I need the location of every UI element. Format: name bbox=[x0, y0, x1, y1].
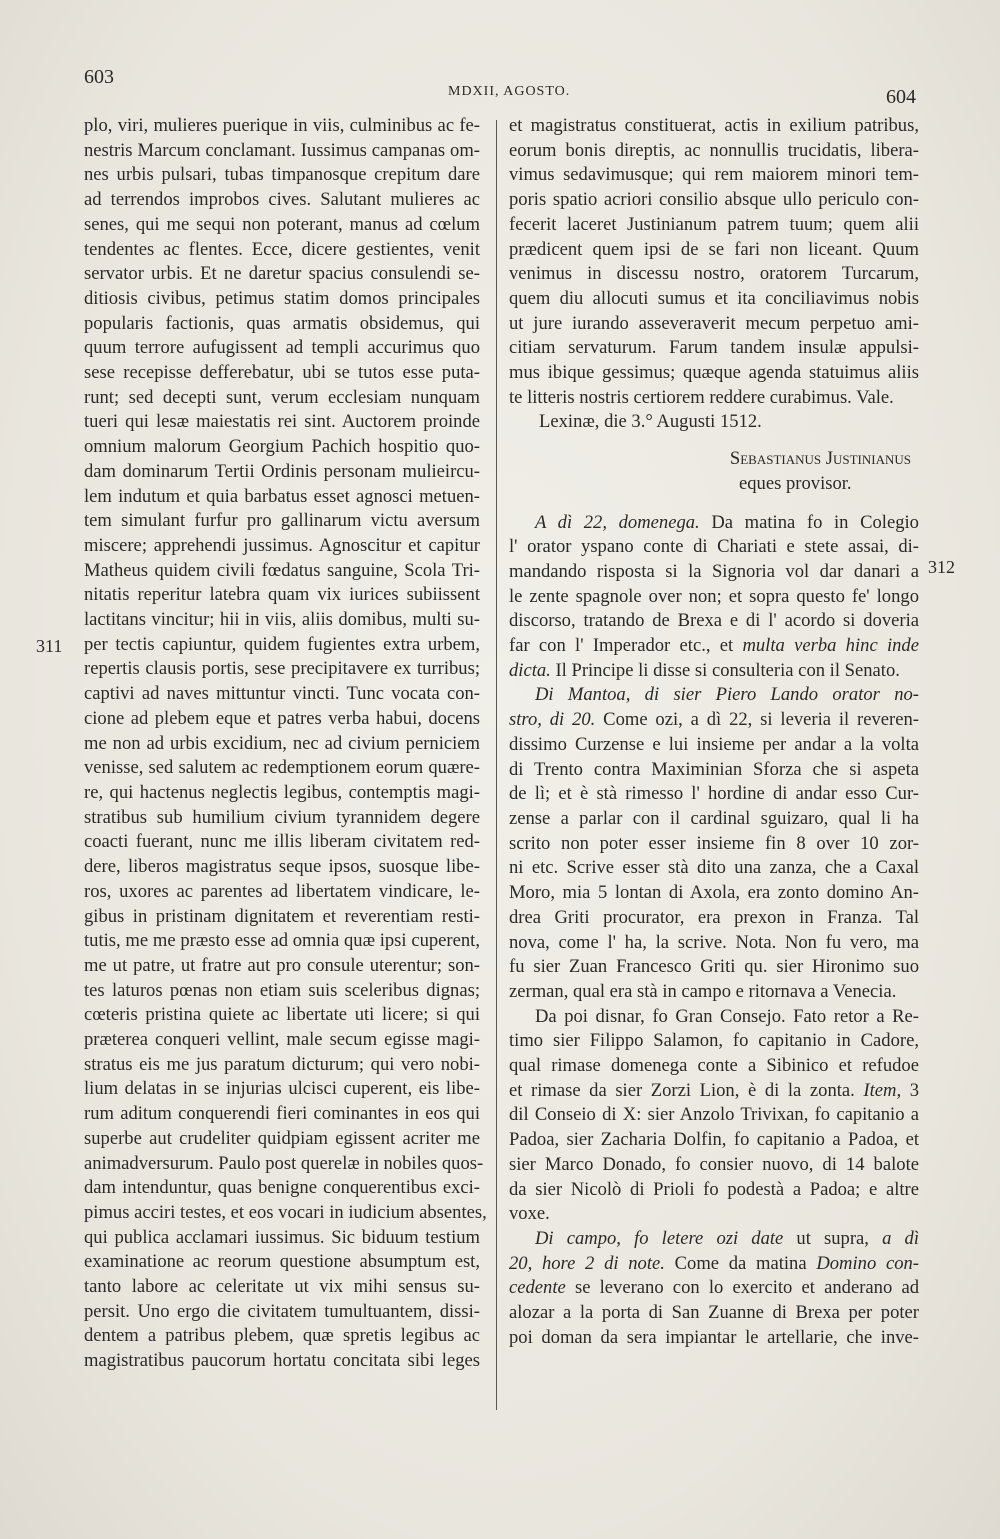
spacer bbox=[509, 435, 919, 447]
campo-line: poi doman da sera impiantar le artellarie, che inve- bbox=[509, 1326, 919, 1348]
letter-line: quem diu allocuti sumus et ita conciliavimus nobis bbox=[509, 287, 919, 309]
signature-title: eques provisor. bbox=[739, 472, 852, 494]
consejo-line: sier Marco Donado, fo consier nuovo, di 14 balote bbox=[509, 1153, 919, 1175]
mantoa-line: nova, come l' ha, la scrive. Nota. Non fu vero, ma bbox=[509, 931, 919, 953]
left-column-line: nes urbis pulsari, tubas timpanosque crepitum dare bbox=[84, 164, 480, 186]
campo-line bbox=[509, 1227, 919, 1252]
campo-line: alozar a la porta di San Zuanne di Brexa per poter bbox=[509, 1302, 919, 1324]
letter-line: et magistratus constituerat, actis in exilium patribus, bbox=[509, 115, 919, 136]
right-column bbox=[509, 114, 919, 1350]
left-column-line: dere, liberos magistratus seque ipsos, suosque libe- bbox=[84, 856, 480, 878]
consejo-line: voxe. bbox=[509, 1203, 550, 1225]
entry-22-first-line bbox=[509, 511, 919, 536]
left-column-line: omnium malorum Georgium Pachich hospitio quo- bbox=[84, 436, 480, 458]
campo-text: Come da matina bbox=[664, 1252, 817, 1274]
entry-22-text: Da matina fo in Colegio bbox=[699, 511, 919, 533]
left-column-line: ros, uxores ac parentes ad libertatem vindicare, le- bbox=[84, 880, 480, 902]
mantoa-body bbox=[509, 733, 919, 1005]
left-column-line: cœteris pristina quiete ac libertate uti licere; si qui bbox=[84, 1004, 480, 1026]
left-column-line: ad terrendos improbos cives. Salutant mulieres ac bbox=[84, 189, 480, 211]
left-column-line: dentem a patribus plebem, quæ spretis legibus ac bbox=[84, 1325, 480, 1347]
letter-line: eorum bonis direptis, ac nonnullis trucidatis, libera- bbox=[509, 139, 919, 161]
left-column-line: stratibus sub humilium civium tyrannidem degere bbox=[84, 806, 480, 828]
mantoa-heading-end: stro, di 20. bbox=[509, 709, 596, 731]
dateline: Lexinæ, die 3.° Augusti 1512. bbox=[539, 411, 762, 433]
entry-22-body bbox=[509, 535, 919, 634]
consejo-item: Item, bbox=[863, 1079, 902, 1101]
campo-line bbox=[509, 1276, 919, 1301]
entry-22-line: le zente spagnole over non; et sopra questo fe' longo bbox=[509, 585, 919, 607]
left-column-line: tueri qui lesæ maiestatis rei sint. Auctorem proinde bbox=[84, 411, 480, 433]
spacer bbox=[509, 497, 919, 511]
letter-line: prædicent quem ipsi de se fari non liceant. Quum bbox=[509, 238, 919, 260]
page-number-right: 604 bbox=[886, 86, 916, 108]
left-column-line: tem simulant furfur pro gallinarum victu aversum bbox=[84, 510, 480, 532]
letter-text bbox=[509, 114, 919, 410]
left-column-line: venisse, sed salutem ac redemptionem eorum quære- bbox=[84, 757, 480, 779]
entry-22-line bbox=[509, 659, 919, 684]
consejo-text: 3 bbox=[901, 1079, 920, 1101]
left-column-line: qui publica acclamari iussimus. Sic biduum testium bbox=[84, 1226, 480, 1248]
letter-line: poris spatio acriori consilio absque ullo periculo con- bbox=[509, 189, 919, 211]
left-column-line: tutis, me me præsto esse ad omnia quæ ipsi cuperent, bbox=[84, 930, 480, 952]
left-column-line: me ut patre, ut fratre aut pro consule uterentur; son- bbox=[84, 954, 480, 976]
left-column-line: senes, qui me sequi non poterant, manus ad cœlum bbox=[84, 213, 480, 235]
consejo-line: da sier Nicolò di Prioli fo podestà a Padoa; e altre bbox=[509, 1178, 919, 1200]
left-column-line: stratus eis me jus paratum dicturum; qui vero nobi- bbox=[84, 1053, 480, 1075]
left-column-line: miscere; apprehendi jussimus. Agnoscitur et capitur bbox=[84, 534, 480, 556]
margin-number-right: 312 bbox=[928, 557, 955, 577]
mantoa-heading: Di Mantoa, di sier Piero Lando orator no- bbox=[535, 684, 919, 706]
left-column-line: runt; sed decepti sunt, verum ecclesiam nunquam bbox=[84, 386, 480, 408]
letter-line: ut jure iurando asseveraverit mecum perpetuo ami- bbox=[509, 312, 919, 334]
left-column-line: coacti fuerant, nunc me illis liberam civitatem red- bbox=[84, 831, 480, 853]
entry-22-latin: multa verba hinc inde bbox=[742, 635, 919, 657]
consejo-line: dil Conseio di X: sier Anzolo Trivixan, fo capitanio a bbox=[509, 1104, 919, 1126]
campo-body bbox=[509, 1301, 919, 1350]
left-column-line: tes laturos pœnas non etiam suis sceleribus dignas; bbox=[84, 979, 480, 1001]
entry-22-line: mandando risposta si la Signoria vol dar danari a bbox=[509, 560, 919, 582]
entry-22-text: far con l' Imperador etc., et bbox=[509, 635, 743, 657]
letter-line: citiam servaturum. Farum tandem insulæ appulsi- bbox=[509, 337, 919, 359]
left-column-line: examinatione ac reorum questione absumptum est, bbox=[84, 1251, 480, 1273]
mantoa-line: zerman, qual era stà in campo e ritornava a Venecia. bbox=[509, 980, 897, 1002]
left-column-line: gibus in pristinam dignitatem et reverentiam resti- bbox=[84, 905, 480, 927]
mantoa-line: dissimo Curzense e lui insieme per andar a la volta bbox=[509, 733, 919, 755]
mantoa-line: scrito non poter esser insieme fin 8 over 10 zor- bbox=[509, 832, 919, 854]
campo-text: se leverano con lo exercito et anderano ad bbox=[565, 1277, 919, 1299]
left-column-line: sese recepisse defferebatur, ubi se tutos esse puta- bbox=[84, 362, 480, 384]
left-column-line: rum aditum conquerendi fieri cominantes in eos qui bbox=[84, 1103, 480, 1125]
campo-heading: cedente bbox=[509, 1277, 566, 1299]
margin-number-left: 311 bbox=[36, 636, 63, 656]
campo-text: ut supra, bbox=[783, 1227, 883, 1249]
campo-heading: Domino con- bbox=[816, 1252, 919, 1274]
signature-name: Sebastianus Justinianus bbox=[729, 448, 911, 470]
consejo-line: qual rimase domenega conte a Sibinico et refudoe bbox=[509, 1055, 919, 1077]
consejo-line: timo sier Filippo Salamon, fo capitanio in Cadore, bbox=[509, 1030, 919, 1052]
letter-line: venimus in discessu nostro, oratorem Turcarum, bbox=[509, 263, 919, 285]
letter-line: vimus sedavimusque; qui rem maiorem minori tem- bbox=[509, 164, 919, 186]
entry-22-text: Il Principe li disse si consulteria con il Senato. bbox=[550, 659, 900, 681]
mantoa-line: drea Griti procurator, era prexon in Franza. Tal bbox=[509, 906, 919, 928]
consejo-text: et rimase da sier Zorzi Lion, è di la zonta. bbox=[509, 1079, 855, 1101]
campo-heading: Di campo, fo letere ozi date bbox=[535, 1227, 784, 1249]
mantoa-line bbox=[509, 708, 919, 733]
letter-line: mus ibique gessimus; quæque agenda statuimus aliis bbox=[509, 362, 919, 384]
left-column-line: magistratibus paucorum hortatu concitata sibi leges bbox=[84, 1350, 480, 1372]
running-title: MDXII, AGOSTO. bbox=[448, 84, 571, 99]
left-column-line: Matheus quidem civili fœdatus sanguine, Scola Tri- bbox=[84, 559, 480, 581]
left-column-line: tendentes ac flentes. Ecce, dicere gestientes, venit bbox=[84, 238, 480, 260]
left-column-line: popularis factionis, quas armatis obsidemus, qui bbox=[84, 312, 480, 334]
mantoa-line: fu sier Zuan Francesco Griti qu. sier Hironimo suo bbox=[509, 956, 919, 978]
left-column-line: præterea conqueri vellint, male secum egisse magi- bbox=[84, 1029, 480, 1051]
left-column-line: dam dominarum Tertii Ordinis personam mulieircu- bbox=[84, 460, 480, 482]
consejo-line bbox=[509, 1079, 919, 1104]
entry-22-heading: A dì 22, domenega. bbox=[535, 511, 700, 533]
entry-22-line: l' orator yspano conte di Chariati e stete assai, di- bbox=[509, 536, 919, 558]
mantoa-line: zense a parlar con il cardinal sguizaro, qual li ha bbox=[509, 807, 919, 829]
left-column-line: captivi ad naves mittuntur vincti. Tunc vocata con- bbox=[84, 683, 480, 705]
left-column-line: lactitans vincitur; hii in viis, aliis domibus, multi su- bbox=[84, 609, 480, 631]
letter-line: te litteris nostris certiorem reddere curabimus. Vale. bbox=[509, 386, 894, 408]
consejo-line: Padoa, sier Zacharia Dolfin, fo capitanio a Padoa, et bbox=[509, 1129, 919, 1151]
left-column-line: ditiosis civibus, petimus statim domos principales bbox=[84, 287, 480, 309]
campo-line bbox=[509, 1252, 919, 1277]
left-column-line: dam intenduntur, quas benigne conquerentibus exci- bbox=[84, 1177, 480, 1199]
mantoa-text: Come ozi, a dì 22, si leveria il reveren- bbox=[595, 709, 919, 731]
entry-22-line: discorso, tratando de Brexa e di l' acordo si doveria bbox=[509, 610, 919, 632]
left-column-line: cione ad plebem eque et patres verba habui, docens bbox=[84, 707, 480, 729]
campo-heading: 20, hore 2 di note. bbox=[509, 1252, 665, 1274]
column-divider bbox=[496, 120, 497, 1410]
left-column-line: plo, viri, mulieres puerique in viis, culminibus ac fe- bbox=[84, 115, 480, 136]
entry-22-line bbox=[509, 634, 919, 659]
left-column-line: me non ad urbis excidium, nec ad civium perniciem bbox=[84, 732, 480, 754]
left-column-line: animadversurum. Paulo post querelæ in nobiles quos- bbox=[84, 1152, 484, 1174]
left-column-line: re, qui hactenus neglectis legibus, contemptis magi- bbox=[84, 781, 480, 803]
consejo-body-more bbox=[509, 1103, 919, 1227]
mantoa-line: Moro, mia 5 lontan di Axola, era zonto domino An- bbox=[509, 882, 919, 904]
left-column-line: lem indutum et quia barbatus esset agnosci metuen- bbox=[84, 485, 480, 507]
left-column-line: lium delatas in se injurias ulcisci cuperent, eis libe- bbox=[84, 1078, 480, 1100]
consejo-body bbox=[509, 1005, 919, 1079]
left-column-line: tanto labore ac celeritate ut vix mihi sensus su- bbox=[84, 1276, 480, 1298]
mantoa-line: de lì; et è stà rimesso l' hordine di andar esso Cur- bbox=[509, 783, 919, 805]
mantoa-line: ni etc. Scrive esser stà dito una zanza, che a Caxal bbox=[509, 857, 919, 879]
page-number-left: 603 bbox=[84, 66, 114, 88]
consejo-line: Da poi disnar, fo Gran Consejo. Fato retor a Re- bbox=[535, 1005, 919, 1027]
mantoa-line: di Trento contra Maximinian Sforza che si aspeta bbox=[509, 758, 919, 780]
letter-line: fecerit laceret Justinianum patrem tuum; quem alii bbox=[509, 213, 919, 235]
left-column-line: quum terrore aufugissent ad templi accurimus quo bbox=[84, 337, 480, 359]
left-column-line: repertis clausis portis, sese precipitavere ex turribus; bbox=[84, 658, 480, 680]
left-column-line: nestris Marcum conclamant. Iussimus campanas om- bbox=[84, 139, 480, 161]
left-column-line: pimus acciri testes, et eos vocari in iudicium absentes, bbox=[84, 1201, 487, 1223]
left-column-line: nitatis reperitur latebra quam vix iurices subiissent bbox=[84, 584, 480, 606]
entry-22-latin: dicta. bbox=[509, 659, 551, 681]
left-column-line: servator urbis. Et ne daretur spacius consulendi se- bbox=[84, 263, 480, 285]
left-column-line: superbe aut crudeliter quidpiam egissent acriter me bbox=[84, 1127, 480, 1149]
left-column bbox=[84, 114, 487, 1374]
left-column-line: per tectis capiuntur, quidem fugientes extra urbem, bbox=[84, 633, 480, 655]
left-column-line: persit. Uno ergo die civitatem tumultuantem, dissi- bbox=[84, 1300, 480, 1322]
campo-heading: a dì bbox=[882, 1227, 919, 1249]
